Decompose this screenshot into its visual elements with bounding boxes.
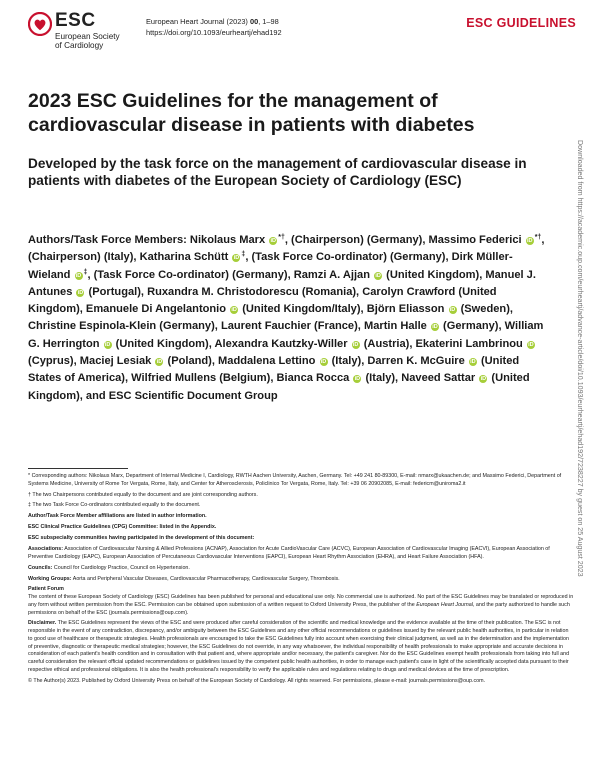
working-groups-text: Aorta and Peripheral Vascular Diseases, Cardiovascular Pharmacotherapy, Cardiovascular Surgery, Thrombosis.: [72, 575, 340, 582]
logo-line-1: European Society: [55, 32, 120, 41]
journal-volume: 00: [249, 17, 259, 26]
affiliations-note: Author/Task Force Member affiliations are listed in author information.: [28, 513, 207, 520]
corresponding-authors-note: * Corresponding authors: Nikolaus Marx, Department of Internal Medicine I, Cardiology, RWTH Aachen University, Aachen, Germany. Tel: +49 241 80-89300, E-mail: nmarx@ukaachen.de; and Massimo Federici, Department of Systems Medicine, University of Rome Tor Vergata, Rome, Italy, and Center for Atherosclerosis, Policlinico Tor Vergata, Rome, Italy. Tel: +39 06 20902085, E-mail: federicm@uniroma2.it: [28, 473, 562, 487]
author-affiliation: , (Task Force Co-ordinator) (Germany),: [245, 251, 449, 264]
logo-wordmark: ESC: [55, 10, 96, 31]
orcid-icon[interactable]: iD: [480, 376, 487, 383]
coordinators-note: ‡ The two Task Force Co-ordinators contributed equally to the document.: [28, 502, 201, 509]
doi-link[interactable]: https://doi.org/10.1093/eurheartj/ehad192: [146, 28, 282, 37]
author-name: William G. Herrington: [28, 320, 544, 350]
author-footnote-mark: *†: [534, 234, 542, 241]
author-affiliation: (Portugal),: [85, 285, 145, 298]
author-affiliation: (United Kingdom),: [383, 268, 483, 281]
author-affiliation: (Sweden),: [457, 303, 513, 316]
author-footnote-mark: ‡: [241, 251, 246, 259]
page-header: [28, 12, 588, 52]
author-name: Katharina Schütt: [136, 251, 229, 264]
orcid-icon[interactable]: iD: [432, 324, 438, 331]
download-side-note-text: Downloaded from https://academic.oup.com/eurheartj/advance-article/doi/10.1093/eurheartj/ehad192/7238227 by guest on 25 August 2023: [576, 140, 584, 577]
orcid-icon[interactable]: iD: [352, 341, 359, 348]
author-name: Maddalena Lettino: [214, 355, 316, 368]
journal-pages: , 1–98: [258, 17, 279, 26]
orcid-icon[interactable]: iD: [320, 359, 327, 366]
orcid-icon[interactable]: iD: [104, 341, 111, 348]
author-name: Ruxandra M. Christodorescu (Romania), Carolyn Crawford (United Kingdom), Emanuele Di Angelantonio: [28, 285, 497, 316]
councils-label: Councils:: [28, 564, 53, 571]
author-affiliation: , (Task Force Co-ordinator) (Germany),: [87, 268, 291, 281]
author-affiliation: (Italy),: [328, 355, 365, 368]
author-name: Dirk Müller-Wieland: [28, 251, 513, 281]
esc-logo: [28, 12, 138, 52]
disclaimer-text: The ESC Guidelines represent the views of the ESC and were produced after careful consideration of the scientific and medical knowledge and the evidence available at the time of their publication. The ESC is not responsible in the event of any contradiction, discrepancy, and/or ambiguity between the ESC Guidelines and any other official recommendations or guidelines issued by the relevant public health authorities, in particular in relation to good use of healthcare or therapeutic strategies. Health professionals are encouraged to take the ESC Guidelines fully into account when exercising their clinical judgment, as well as in the determination and the implementation of preventive, diagnostic or therapeutic medical strategies; however, the ESC Guidelines do not override, in any way whatsoever, the individual responsibility of health professionals to make appropriate and accurate decisions in consideration of each patient's health condition and in consultation with that patient and, where appropriate and/or necessary, the patient's caregiver. Nor do the ESC Guidelines exempt health professionals from taking into full and careful consideration the relevant official updated recommendations or guidelines issued by the competent public health authorities, in order to manage each patient's case in light of the scientifically accepted data pursuant to their respective ethical and professional obligations. It is also the health professional's responsibility to verify the applicable rules and regulations relating to drugs and medical devices at the time of prescription.: [28, 620, 570, 673]
author-affiliation: (Poland),: [164, 355, 215, 368]
associations-label: Associations:: [28, 546, 64, 553]
cpg-note: ESC Clinical Practice Guidelines (CPG) Committee: listed in the Appendix.: [28, 524, 217, 531]
author-name: Ekaterini Lambrinou: [412, 337, 523, 350]
copyright-note: © The Author(s) 2023. Published by Oxford University Press on behalf of the European Society of Cardiology. All rights reserved. For permissions, please e-mail: journals.permissions@oup.com.: [28, 677, 486, 684]
orcid-icon[interactable]: iD: [449, 307, 456, 314]
journal-citation: [146, 16, 406, 38]
logo-subtitle: [55, 32, 145, 50]
esc-guidelines-badge: ESC GUIDELINES: [466, 16, 576, 30]
patient-forum-text: [28, 594, 574, 617]
councils-note: [28, 565, 574, 573]
author-affiliation: (United Kingdom),: [112, 337, 212, 350]
esc-heart-logo-icon: [28, 12, 52, 36]
orcid-icon[interactable]: iD: [470, 359, 476, 366]
author-name: Massimo Federici: [425, 234, 522, 246]
patient-forum-label: Patient Forum: [28, 586, 64, 593]
author-affiliation: (United Kingdom/Italy),: [239, 303, 364, 316]
author-list: [28, 232, 552, 405]
author-name: Maciej Lesiak: [76, 355, 152, 368]
footnote-divider: [28, 468, 128, 469]
associations-text: Association of Cardiovascular Nursing & Allied Professions (ACNAP), Association for Acute CardioVascular Care (ACVC), European Association of Cardiovascular Imaging (EACVI), European Association of Preventive Cardiology (EAPC), European Association of Percutaneous Cardiovascular Interventions (EAPCI), European Heart Rhythm Association (EHRA), and Heart Failure Association (HFA).: [28, 546, 550, 560]
orcid-icon[interactable]: iD: [77, 289, 84, 296]
logo-line-2: of Cardiology: [55, 41, 104, 50]
author-name: Björn Eliasson: [363, 303, 445, 316]
orcid-icon[interactable]: iD: [231, 307, 237, 314]
author-affiliation: (United States of America),: [28, 355, 520, 385]
author-affiliation: (Germany),: [439, 320, 502, 333]
article-title: 2023 ESC Guidelines for the management of cardiovascular disease in patients with diabetes: [28, 90, 475, 136]
journal-name: European Heart Journal (2023): [146, 17, 248, 26]
author-name: Manuel J. Antunes: [28, 268, 536, 298]
footnotes: [28, 473, 574, 688]
author-affiliation: , (Chairperson) (Germany),: [284, 234, 426, 246]
associations-note: [28, 546, 574, 561]
author-affiliation: (Cyprus),: [28, 355, 77, 368]
working-groups-note: [28, 576, 574, 584]
author-name: Darren K. McGuire: [364, 355, 465, 368]
chairpersons-note: † The two Chairpersons contributed equally to the document and are joint corresponding authors.: [28, 491, 258, 498]
author-affiliation: (Italy),: [362, 372, 399, 385]
disclaimer-note: [28, 620, 574, 674]
author-footnote-mark: *†: [278, 234, 285, 241]
author-footnote-mark: ‡: [83, 268, 88, 276]
councils-text: Council for Cardiology Practice, Council on Hypertension.: [53, 564, 190, 571]
orcid-icon[interactable]: iD: [526, 238, 533, 244]
author-name: Authors/Task Force Members: Nikolaus Marx: [28, 234, 266, 246]
download-side-note: [574, 140, 588, 770]
forum-journal-name: European Heart Journal: [416, 601, 473, 608]
article-subtitle: Developed by the task force on the management of cardiovascular disease in patients with diabetes of the European Society of Cardiology (ESC): [28, 156, 527, 188]
forum-text-b: , and the party authorized to handle such permissions on behalf of the ESC (journals.permissions@oup.com).: [28, 601, 570, 616]
forum-text-a: The content of these European Society of Cardiology (ESC) Guidelines has been published for personal and educational use only. No commercial use is authorized. No part of the ESC Guidelines may be translated or reproduced in any form without written permission from the ESC. Permission can be obtained upon submission of a written request to Oxford University Press, the publisher of the: [28, 594, 574, 608]
author-affiliation: , (Chairperson) (Italy),: [28, 234, 545, 264]
author-affiliation: (Austria),: [360, 337, 413, 350]
author-name: Wilfried Mullens (Belgium), Bianca Rocca: [128, 372, 350, 385]
author-name: Alexandra Kautzky-Willer: [211, 337, 348, 350]
orcid-icon[interactable]: iD: [375, 272, 381, 279]
author-name: Christine Espinola-Klein (Germany), Laurent Fauchier (France), Martin Halle: [28, 320, 427, 333]
orcid-icon[interactable]: iD: [156, 359, 163, 366]
orcid-icon[interactable]: iD: [354, 376, 361, 383]
subspecialty-note: ESC subspecialty communities having participated in the development of this document:: [28, 535, 255, 542]
disclaimer-label: Disclaimer.: [28, 620, 57, 627]
orcid-icon[interactable]: iD: [270, 238, 276, 244]
author-name: Naveed Sattar: [398, 372, 476, 385]
author-affiliation: (United Kingdom), and ESC Scientific Document Group: [28, 372, 530, 402]
working-groups-label: Working Groups:: [28, 575, 72, 582]
orcid-icon[interactable]: iD: [233, 255, 240, 262]
orcid-icon[interactable]: iD: [528, 341, 534, 348]
author-name: Ramzi A. Ajjan: [290, 268, 370, 281]
orcid-icon[interactable]: iD: [75, 272, 82, 279]
